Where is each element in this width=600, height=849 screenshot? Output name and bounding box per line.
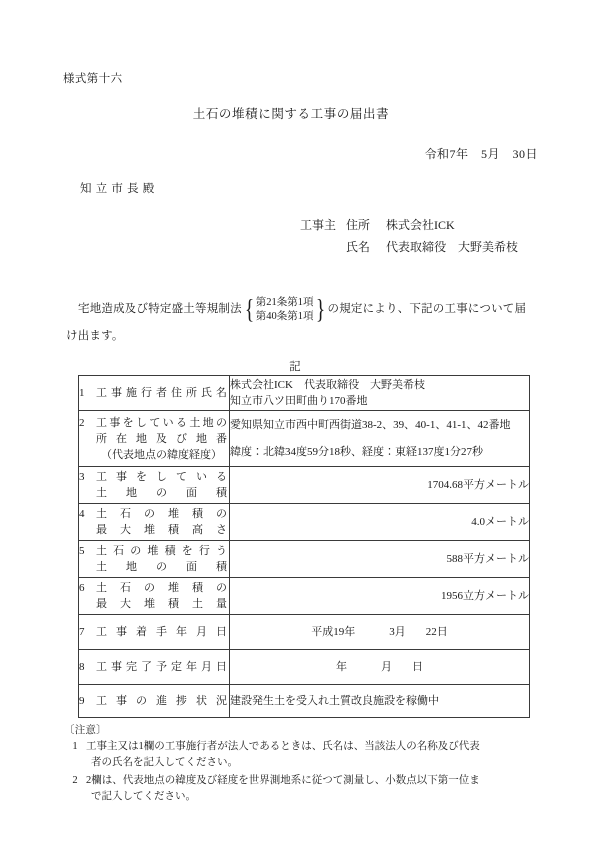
end-date-day: 日 xyxy=(412,660,423,673)
applicant-name-label: 氏名 xyxy=(346,240,371,254)
table-row xyxy=(79,411,530,467)
row-number: 2 xyxy=(79,416,85,429)
submission-date: 令和7年 5月 30日 xyxy=(424,147,538,161)
footnote-text: 工事主又は1欄の工事施行者が法人であるときは、氏名は、当該法人の名称及び代表 xyxy=(86,741,480,752)
law-name: 宅地造成及び特定盛土等規制法 xyxy=(78,303,242,315)
row-label-text: 土石の堆積の xyxy=(96,508,227,520)
row-label-text: 土地の面積 xyxy=(96,561,227,573)
table-row xyxy=(79,578,530,615)
row-number: 9 xyxy=(79,695,85,707)
row-value-line: 1956立方メートル xyxy=(441,589,529,602)
row-label-cell xyxy=(79,685,230,718)
row-value-cell xyxy=(230,578,530,615)
applicant-address-row xyxy=(300,214,518,236)
page-title: 土石の堆積に関する工事の届出書 xyxy=(192,107,390,121)
clause-tail: の規定により、下記の工事について届 xyxy=(327,303,527,315)
row-value-cell xyxy=(230,376,530,411)
footnote-number: 1 xyxy=(72,741,78,752)
row-label-cell xyxy=(79,467,230,504)
row-label-cell xyxy=(79,504,230,541)
footnote-item xyxy=(64,773,544,805)
row-value-spacer xyxy=(230,433,529,444)
row-label-cell xyxy=(79,376,230,411)
end-date-year: 年 xyxy=(336,660,347,673)
applicant-role-label: 工事主 xyxy=(300,218,337,232)
row-value-line: 建設発生土を受入れ土質改良施設を稼働中 xyxy=(230,694,439,707)
footnote-text-cont: 者の氏名を記入してください。 xyxy=(91,757,238,768)
row-label-text: 工事をしている土地の xyxy=(96,416,227,429)
article-brace-group xyxy=(243,296,327,323)
table-row xyxy=(79,615,530,650)
row-value-cell xyxy=(230,504,530,541)
row-value-line xyxy=(230,659,529,676)
row-value-line xyxy=(230,624,529,641)
row-value-line: 緯度：北緯34度59分18秒、経度：東経137度1分27秒 xyxy=(230,446,483,458)
row-label-text: 工事完了予定年月日 xyxy=(96,661,227,673)
table-row xyxy=(79,504,530,541)
details-table xyxy=(78,375,530,718)
row-label-text: 土石の堆積を行う xyxy=(96,545,227,557)
row-number: 8 xyxy=(79,661,85,673)
row-label-text: 最大堆積土量 xyxy=(96,598,227,610)
article-option-2: 第40条第1項 xyxy=(255,310,314,322)
row-label-text: 土地の面積 xyxy=(96,487,227,499)
start-date-day: 22日 xyxy=(425,625,448,638)
row-value-line: 588平方メートル xyxy=(446,552,529,565)
row-number: 6 xyxy=(79,582,85,594)
row-value-line: 知立市八ツ田町曲り170番地 xyxy=(230,395,368,407)
row-label-cell xyxy=(79,615,230,650)
table-row xyxy=(79,685,530,718)
start-date-month: 3月 xyxy=(389,625,406,638)
row-value-cell xyxy=(230,411,530,467)
row-label-text: 工事着手年月日 xyxy=(96,626,227,638)
footnote-text-cont: で記入してください。 xyxy=(91,791,196,802)
record-heading: 記 xyxy=(289,361,301,373)
row-value-cell xyxy=(230,650,530,685)
row-value-line: 4.0メートル xyxy=(471,515,529,528)
brace-open-icon: { xyxy=(244,294,254,324)
row-number: 1 xyxy=(79,387,85,399)
row-label-text: 所在地及び地番 xyxy=(96,432,227,445)
footnote-item xyxy=(64,739,544,771)
row-label-text: 工事の進捗状況 xyxy=(96,695,227,707)
row-number: 4 xyxy=(79,508,85,520)
applicant-name-row xyxy=(300,236,518,258)
row-value-line: 1704.68平方メートル xyxy=(427,478,529,491)
row-number: 5 xyxy=(79,545,85,557)
row-label-text: （代表地点の緯度経度） xyxy=(101,448,222,461)
footnotes xyxy=(64,722,544,805)
row-label-text: 工事施行者住所氏名 xyxy=(96,387,227,399)
row-value-cell xyxy=(230,615,530,650)
row-label-text: 工事をしている xyxy=(96,471,227,483)
brace-close-icon: } xyxy=(315,294,325,324)
row-number: 3 xyxy=(79,471,85,483)
legal-clause-paragraph xyxy=(66,294,538,343)
row-label-cell xyxy=(79,541,230,578)
applicant-address-value: 株式会社ICK xyxy=(386,218,455,232)
row-label-cell xyxy=(79,578,230,615)
row-value-line: 株式会社ICK 代表取締役 大野美希枝 xyxy=(230,378,425,391)
table-row xyxy=(79,376,530,411)
row-value-cell xyxy=(230,541,530,578)
row-value-line: 愛知県知立市西中町西街道38-2、39、40-1、41-1、42番地 xyxy=(230,418,511,431)
applicant-name-value: 代表取締役 大野美希枝 xyxy=(386,240,519,254)
footnotes-heading: 〔注意〕 xyxy=(64,725,107,736)
row-label-cell xyxy=(79,411,230,467)
table-row xyxy=(79,541,530,578)
applicant-address-label: 住所 xyxy=(346,218,371,232)
article-option-1: 第21条第1項 xyxy=(255,297,314,308)
applicant-block xyxy=(300,214,518,258)
clause-line2: け出ます。 xyxy=(66,330,124,342)
row-label-cell xyxy=(79,650,230,685)
addressee: 知立市長殿 xyxy=(80,183,159,195)
row-value-cell xyxy=(230,467,530,504)
form-number: 様式第十六 xyxy=(63,73,123,85)
end-date-month: 月 xyxy=(381,660,392,673)
table-row xyxy=(79,467,530,504)
row-label-text: 最大堆積高さ xyxy=(96,524,227,536)
row-value-cell xyxy=(230,685,530,718)
row-label-text: 土石の堆積の xyxy=(96,582,227,594)
start-date-year: 平成19年 xyxy=(311,625,356,638)
row-number: 7 xyxy=(79,626,85,638)
footnote-text: 2欄は、代表地点の緯度及び経度を世界測地系に従つて測量し、小数点以下第一位ま xyxy=(86,775,480,786)
table-row xyxy=(79,650,530,685)
footnote-number: 2 xyxy=(72,775,78,786)
